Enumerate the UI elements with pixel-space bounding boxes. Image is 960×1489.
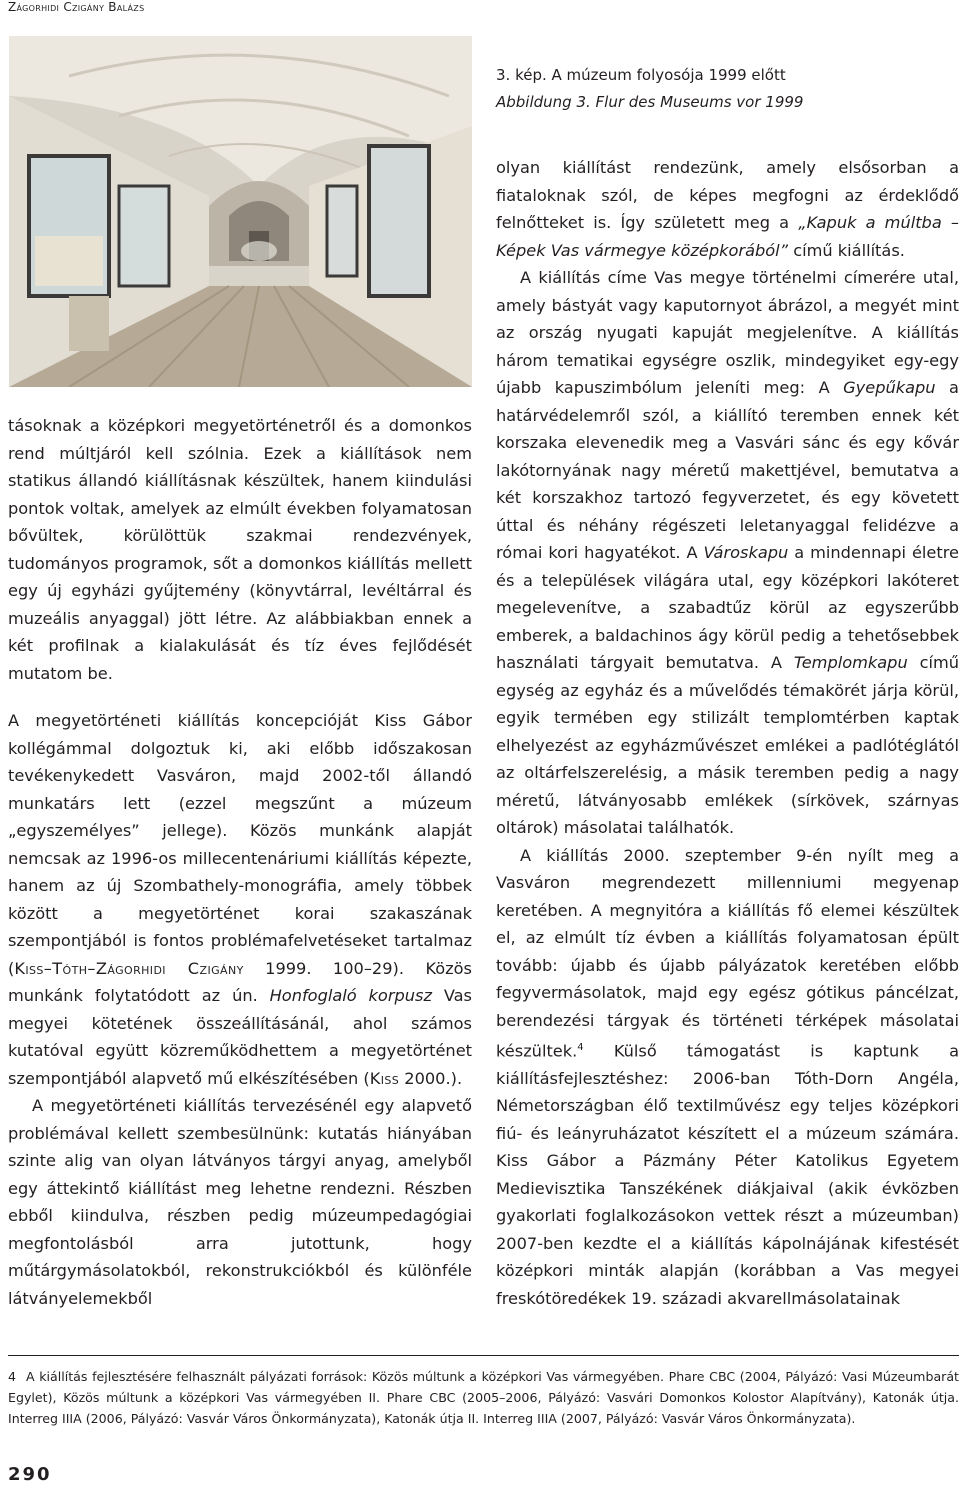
- citation-kiss-toth: Kiss–Tóth–Zágorhidi Czigány: [14, 958, 244, 978]
- footnote-ref[interactable]: 4: [577, 1042, 584, 1053]
- caption-hungarian: 3. kép. A múzeum folyosója 1999 előtt: [496, 66, 786, 84]
- left-paragraph-2: A megyetörténeti kiállítás koncepcióját Kiss Gábor kollégámmal dolgoztuk ki, aki előbb időszakosan tevékenykedett Vasváron, majd 2002-től állandó munkatárs lett (ezzel megszűnt a múzeum „egyszemélyes” jellege). Közös munkánk alapját nemcsak az 1996-os millecentenáriumi kiállítás képezte, hanem az új Szombathely-monográfia, amely többek között a megyetörténet korai szakaszának szempontjából is fontos problémafelvetéseket tartalmaz (Kiss–Tóth–Zágorhidi Czigány 1999. 100–29). Közös munkánk folytatódott az ún. Honfoglaló korpusz Vas megyei kötetének összeállításánál, ahol számos kutatóval együtt közreműködhettem a megyetörténet szempontjából alapvető mű elkészítésében (Kiss 2000.).: [8, 711, 472, 1088]
- italic-exhibition-title: „Kapuk a múltba – Képek Vas vármegye középkorából”: [496, 213, 959, 260]
- left-paragraph-3: A megyetörténeti kiállítás tervezésénél egy alapvető problémával kellett szembesülnünk: kutatás hiányában szinte alig van olyan látványos tárgyi anyag, amelyből egy áttekintő kiállítást meg lehetne rendezni. Részben ebből kiindulva, részben pedig múzeumpedagógiai megfontolásból arra jutottunk, hogy műtárgymásolatokból, rekonstrukciókból és különféle látványelemekből: [8, 1096, 472, 1308]
- footnote-separator: [8, 1355, 959, 1356]
- corridor-illustration: [9, 36, 472, 387]
- left-column: [8, 412, 472, 1312]
- right-paragraph-3: A kiállítás 2000. szeptember 9-én nyílt meg a Vasváron megrendezett millenniumi megyenap keretében. A megnyitóra a kiállítás fő elemei készültek el, az elmúlt tíz évben a kiállítás folyamatosan épült tovább: újabb és újabb pályázatok keretében előbb fegyvermásolatok, majd egy egész gótikus páncélzat, berendezési tárgyak és történeti térképek másolatai készültek.$^4$ Külső támogatást is kaptunk a kiállításfejlesztéshez: 2006-ban Tóth-Dorn Angéla, Németországban élő textilművész egy teljes középkori fiú- és leányruházatot készített el a múzeum számára. Kiss Gábor a Pázmány Péter Katolikus Egyetem Medievisztika Tanszékének diákjaival (akik évközben gyakorlati foglalkozásokon vettek részt a múzeumban) 2007-ben kezdte el a kiállítás kápolnájának kifestését középkori minták alapján (korábban a Vas megyei freskótöredékek 19. századi akvarellmásolatainak: [496, 845, 959, 1308]
- right-column: [496, 154, 959, 1312]
- right-paragraph-1: olyan kiállítást rendezünk, amely elsősorban a fiataloknak szól, de képes megfogni az érdeklődő felnőtteket is. Így született meg a „Kapuk a múltba – Képek Vas vármegye középkorából” című kiállítás.: [496, 158, 959, 260]
- figure-caption: [496, 62, 803, 116]
- footnote: [8, 1366, 959, 1429]
- right-paragraph-2: A kiállítás címe Vas megye történelmi címerére utal, amely bástyát vagy kaputornyot ábrázol, a megyét mint az ország nyugati kapuját megjelenítve. A kiállítás három tematikai egységre oszlik, mindegyiket egy-egy újabb kapuszimbólum jeleníti meg: A Gyepűkapu a határvédelemről szól, a kiállító teremben ennek két korszaka elevenedik meg a Vasvári sánc és egy kővár lakótornyának nagy méretű makettjével, bemutatva a két korszakhoz tartozó fegyverzetet, és egy követett úttal és néhány régészeti leletanyaggal felidézve a római kori hagyatékot. A Városkapu a mindennapi életre és a települések világára utal, egy középkori lakóteret megelevenítve, a szabadtűz körül az egyszerűbb emberek, a baldachinos ágy körül pedig a tehetősebbek használati tárgyait bemutatva. A Templomkapu című egység az egyház és a művelődés témakörét járja körül, egyik termében egy stilizált templomtérben kaptak elhelyezést az egyházművészet emlékei a padlótéglától az oltárfelszerelésig, a másik teremben pedig a nagy méretű, látványosabb emlékek (sírkövek, szárnyas oltárok) másolatai találhatók.: [496, 268, 959, 837]
- running-header: Zágorhidi Czigány Balázs: [8, 0, 145, 14]
- caption-german: Abbildung 3. Flur des Museums vor 1999: [496, 93, 804, 111]
- footnote-number: 4: [8, 1369, 17, 1384]
- left-paragraph-1: tásoknak a középkori megyetörténetről és a domonkos rend múltjáról kell szólnia. Ezek a kiállítások nem statikus állandó kiállításnak készültek, hanem kiindulási pontok voltak, amelyek az elmúlt években folyamatosan bővültek, körülöttük szakmai rendezvények, tudományos programok, sőt a domonkos kiállítás mellett egy új egyházi gyűjtemény (könyvtárral, levéltárral és muzeális anyaggal) jött létre. Az alábbiakban ennek a két profilnak a kialakulását és tíz éves fejlődését mutatom be.: [8, 416, 472, 683]
- page-number: 290: [8, 1464, 52, 1485]
- citation-kiss: Kiss: [369, 1068, 400, 1088]
- footnote-text: A kiállítás fejlesztésére felhasznált pályázati források: Közös múltunk a középkori Vas vármegyében. Phare CBC (2004, Pályázó: Vasi Múzeumbarát Egylet), Közös múltunk a középkori Vas vármegyében II. Phare CBC (2005–2006, Pályázó: Vasvári Domonkos Kolostor Alapítvány), Katonák útja. Interreg IIIA (2006, Pályázó: Vasvár Város Önkormányzata), Katonák útja II. Interreg IIIA (2007, Pályázó: Vasvár Város Önkormányzata).: [8, 1369, 959, 1426]
- corridor-photo: [9, 36, 472, 387]
- italic-korpusz: Honfoglaló korpusz: [269, 986, 432, 1005]
